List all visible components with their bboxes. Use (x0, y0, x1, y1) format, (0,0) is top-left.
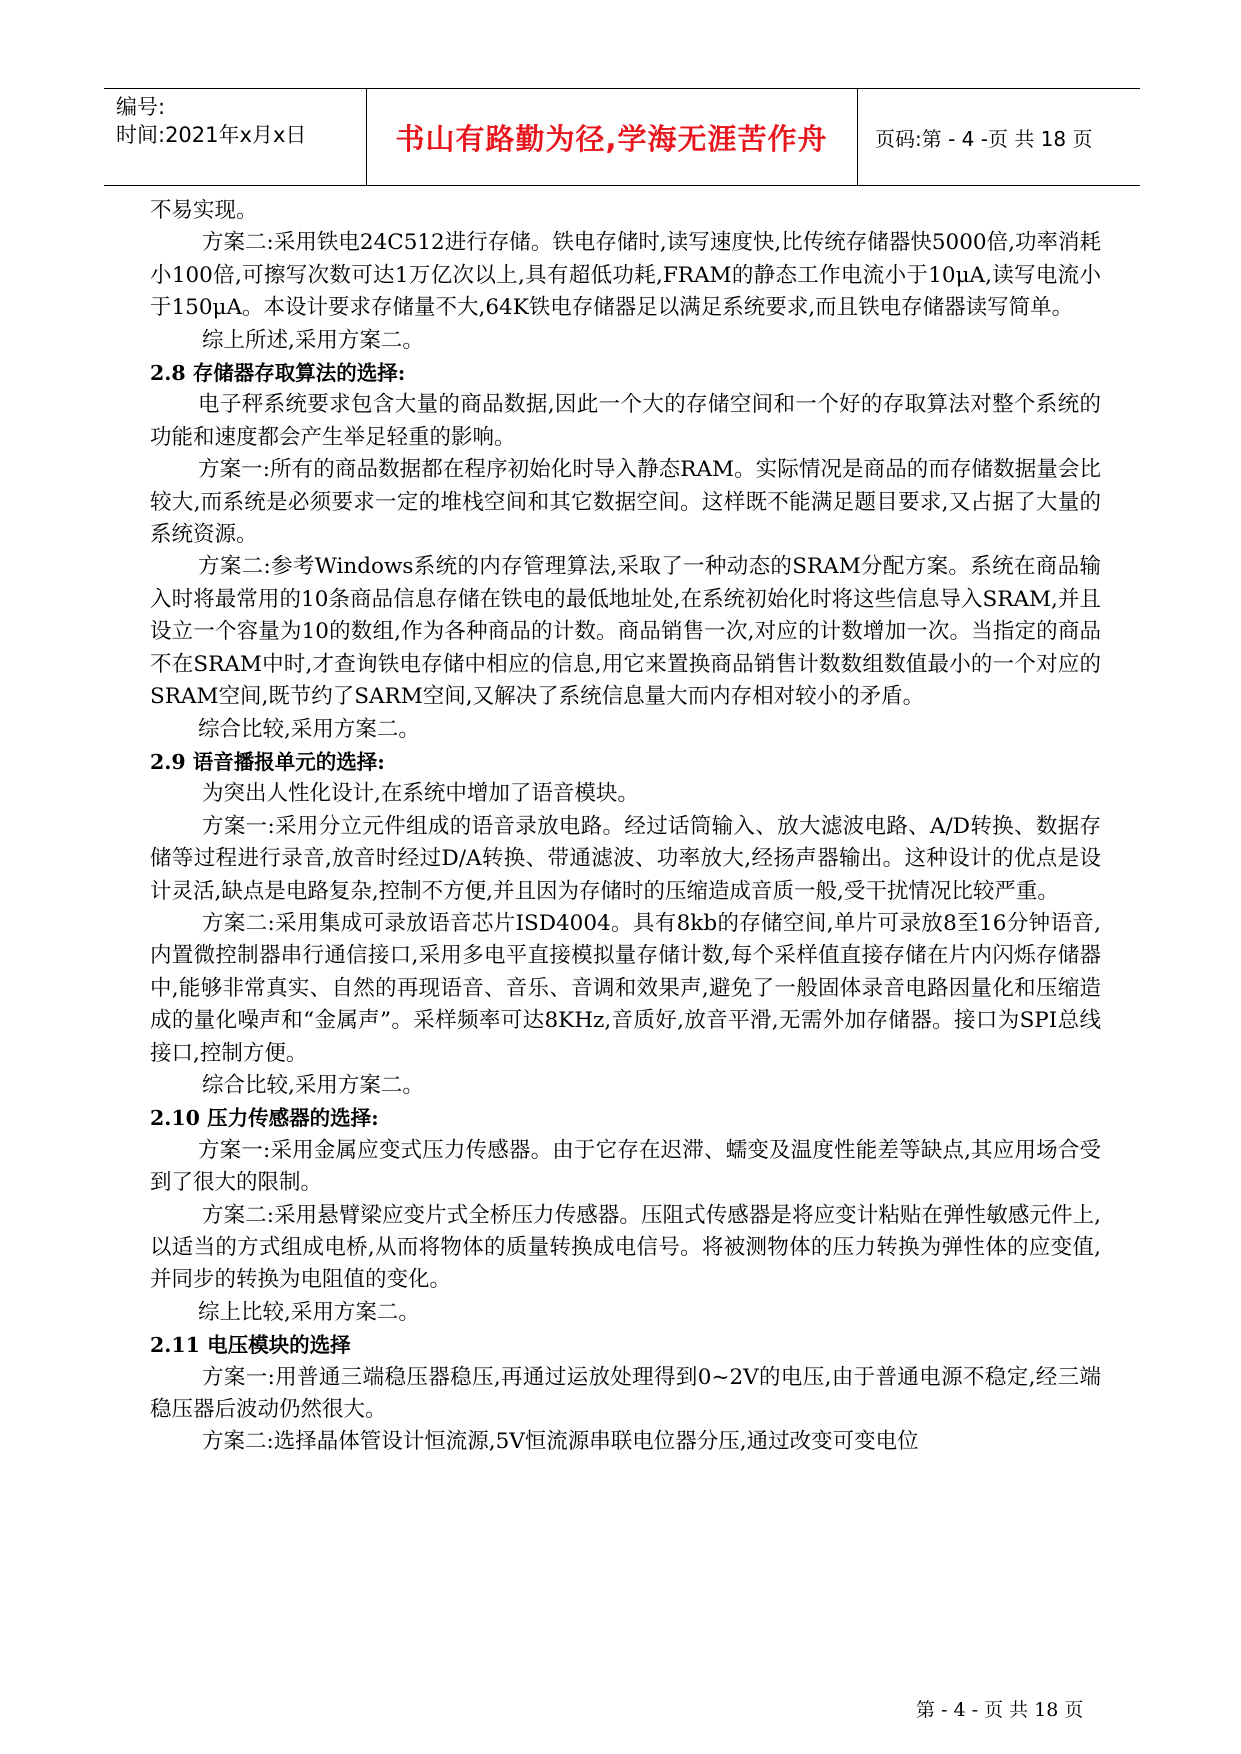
paragraph: 不易实现。 (150, 198, 258, 223)
paragraph: 综上比较,采用方案二。 (198, 1299, 420, 1325)
header-page-code: 页码:第 - 4 -页 共 18 页 (875, 126, 1093, 151)
paragraph: 综合比较,采用方案二。 (202, 1072, 424, 1098)
paragraph: 方案一:用普通三端稳压器稳压,再通过运放处理得到0~2V的电压,由于普通电源不稳定,经三端稳压器后波动仍然很大。 (150, 1364, 1101, 1423)
paragraph: 方案二:采用悬臂梁应变片式全桥压力传感器。压阻式传感器是将应变计粘贴在弹性敏感元件上,以适当的方式组成电桥,从而将物体的质量转换成电信号。将被测物体的压力转换为弹性体的应变值,并同步的转换为电阻值的变化。 (150, 1202, 1101, 1293)
header-meta (116, 93, 306, 149)
page-footer: 第 - 4 - 页 共 18 页 (916, 1699, 1084, 1721)
header-number-label: 编号: (116, 95, 166, 119)
section-heading: 2.9 语音播报单元的选择: (150, 749, 385, 774)
section-heading: 2.10 压力传感器的选择: (150, 1106, 379, 1131)
header-time-label: 时间:2021年x月x日 (116, 123, 307, 147)
document-body (150, 195, 1101, 1459)
paragraph: 综上所述,采用方案二。 (202, 327, 424, 353)
paragraph: 方案二:参考Windows系统的内存管理算法,采取了一种动态的SRAM分配方案。系统在商品输入时将最常用的10条商品信息存储在铁电的最低地址处,在系统初始化时将这些信息导入SRAM,并且设立一个容量为10的数组,作为各种商品的计数。商品销售一次,对应的计数增加一次。当指定的商品不在SRAM中时,才查询铁电存储中相应的信息,用它来置换商品销售计数数组数值最小的一个对应的SRAM空间,既节约了SARM空间,又解决了系统信息量大而内存相对较小的矛盾。 (150, 554, 1101, 710)
page-header (104, 88, 1140, 186)
paragraph: 方案一:采用分立元件组成的语音录放电路。经过话筒输入、放大滤波电路、A/D转换、数据存储等过程进行录音,放音时经过D/A转换、带通滤波、功率放大,经扬声器输出。这种设计的优点是设计灵活,缺点是电路复杂,控制不方便,并且因为存储时的压缩造成音质一般,受干扰情况比较严重。 (150, 813, 1101, 904)
paragraph: 方案二:采用集成可录放语音芯片ISD4004。具有8kb的存储空间,单片可录放8至16分钟语音,内置微控制器串行通信接口,采用多电平直接模拟量存储计数,每个采样值直接存储在片内闪烁存储器中,能够非常真实、自然的再现语音、音乐、音调和效果声,避免了一般固体录音电路因量化和压缩造成的量化噪声和“金属声”。采样频率可达8KHz,音质好,放音平滑,无需外加存储器。接口为SPI总线接口,控制方便。 (150, 910, 1101, 1066)
paragraph: 方案二:选择晶体管设计恒流源,5V恒流源串联电位器分压,通过改变可变电位 (202, 1429, 919, 1455)
paragraph: 电子秤系统要求包含大量的商品数据,因此一个大的存储空间和一个好的存取算法对整个系统的功能和速度都会产生举足轻重的影响。 (150, 392, 1101, 450)
header-motto: 书山有路勤为径,学海无涯苦作舟 (395, 121, 828, 156)
section-heading: 2.8 存储器存取算法的选择: (150, 361, 406, 386)
section-heading: 2.11 电压模块的选择 (150, 1333, 351, 1358)
paragraph: 为突出人性化设计,在系统中增加了语音模块。 (202, 781, 639, 807)
paragraph: 方案二:采用铁电24C512进行存储。铁电存储时,读写速度快,比传统存储器快5000倍,功率消耗小100倍,可擦写次数可达1万亿次以上,具有超低功耗,FRAM的静态工作电流小于10μA,读写电流小于150μA。本设计要求存储量不大,64K铁电存储器足以满足系统要求,而且铁电存储器读写简单。 (150, 230, 1101, 321)
paragraph: 方案一:所有的商品数据都在程序初始化时导入静态RAM。实际情况是商品的而存储数据量会比较大,而系统是必须要求一定的堆栈空间和其它数据空间。这样既不能满足题目要求,又占据了大量的系统资源。 (150, 457, 1101, 548)
paragraph: 综合比较,采用方案二。 (198, 716, 420, 742)
paragraph: 方案一:采用金属应变式压力传感器。由于它存在迟滞、蠕变及温度性能差等缺点,其应用场合受到了很大的限制。 (150, 1137, 1101, 1196)
